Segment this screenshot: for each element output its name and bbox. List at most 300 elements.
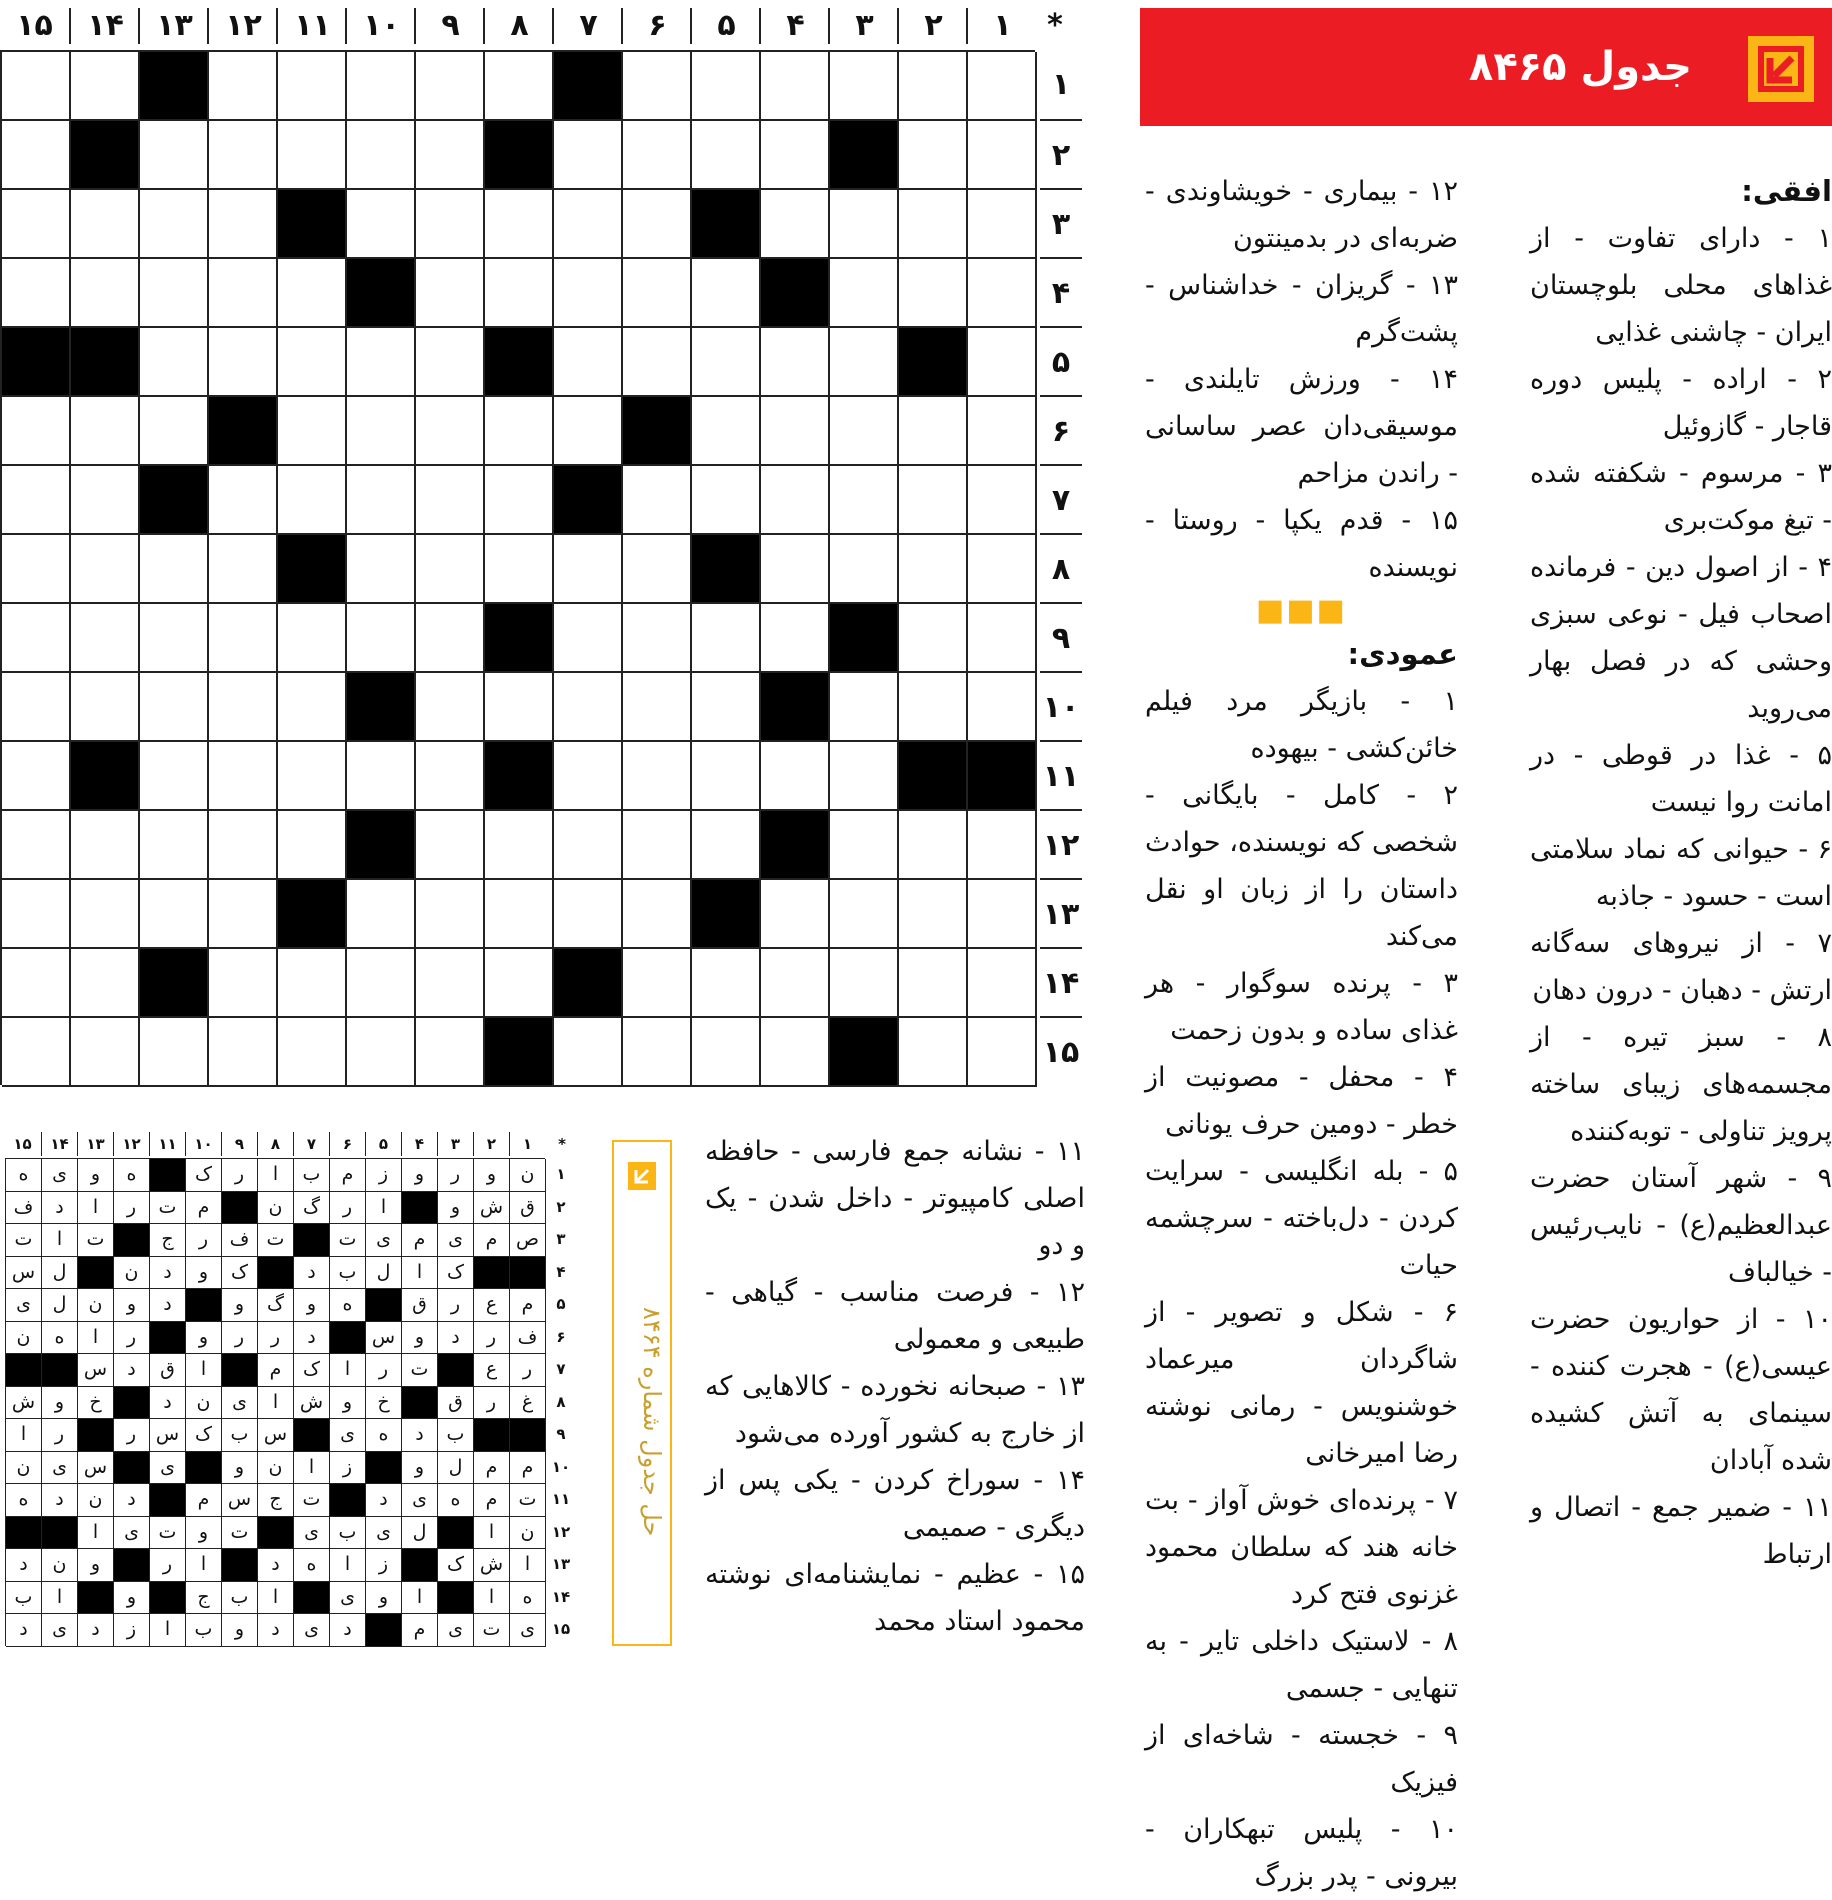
solution-cell: س xyxy=(78,1354,114,1387)
grid-cell[interactable] xyxy=(968,121,1037,190)
black-cell xyxy=(140,466,209,535)
solution-cell: ی xyxy=(402,1484,438,1517)
grid-cell[interactable] xyxy=(140,328,209,397)
grid-cell[interactable] xyxy=(623,880,692,949)
grid-cell[interactable] xyxy=(761,328,830,397)
grid-cell[interactable] xyxy=(71,259,140,328)
grid-cell[interactable] xyxy=(623,742,692,811)
solution-cell: ت xyxy=(6,1224,42,1257)
solution-cell: س xyxy=(258,1419,294,1452)
grid-cell[interactable] xyxy=(899,949,968,1018)
grid-cell[interactable] xyxy=(899,52,968,121)
grid-cell[interactable] xyxy=(554,673,623,742)
black-cell xyxy=(692,535,761,604)
solution-cell: و xyxy=(222,1452,258,1485)
grid-cell[interactable] xyxy=(692,811,761,880)
grid-cell[interactable] xyxy=(278,1018,347,1087)
grid-cell[interactable] xyxy=(554,811,623,880)
solution-column-number: ۸ xyxy=(257,1132,293,1156)
grid-cell[interactable] xyxy=(968,397,1037,466)
grid-cell[interactable] xyxy=(278,949,347,1018)
solution-cell: ر xyxy=(114,1322,150,1355)
solution-black-cell xyxy=(474,1419,510,1452)
grid-cell[interactable] xyxy=(623,535,692,604)
row-number: ۱ xyxy=(1051,67,1071,102)
grid-cell[interactable] xyxy=(209,880,278,949)
solution-cell: ل xyxy=(42,1257,78,1290)
grid-cell[interactable] xyxy=(761,742,830,811)
grid-cell[interactable] xyxy=(899,121,968,190)
grid-cell[interactable] xyxy=(209,190,278,259)
solution-row-number: ۲ xyxy=(556,1197,566,1216)
row-number: ۱۰ xyxy=(1040,671,1082,742)
grid-cell[interactable] xyxy=(347,535,416,604)
clue-item: ۵ - بله انگلیسی - سرایت کردن - دل‌باخته - سرچشمه حیات xyxy=(1145,1156,1458,1281)
grid-cell[interactable] xyxy=(209,742,278,811)
solution-cell: ا xyxy=(6,1419,42,1452)
grid-cell[interactable] xyxy=(761,466,830,535)
grid-cell[interactable] xyxy=(968,604,1037,673)
column-number: ۵ xyxy=(690,8,761,44)
grid-cell[interactable] xyxy=(140,397,209,466)
solution-row-number: ۹ xyxy=(556,1425,566,1443)
black-cell xyxy=(968,742,1037,811)
grid-cell[interactable] xyxy=(485,397,554,466)
grid-cell[interactable] xyxy=(416,949,485,1018)
grid-cell[interactable] xyxy=(623,1018,692,1087)
grid-cell[interactable] xyxy=(2,742,71,811)
grid-cell[interactable] xyxy=(140,742,209,811)
grid-cell[interactable] xyxy=(761,397,830,466)
grid-cell[interactable] xyxy=(968,52,1037,121)
grid-cell[interactable] xyxy=(278,259,347,328)
solution-column-number: ۹ xyxy=(221,1132,257,1156)
grid-cell[interactable] xyxy=(140,811,209,880)
grid-cell[interactable] xyxy=(623,121,692,190)
grid-cell[interactable] xyxy=(899,190,968,259)
grid-cell[interactable] xyxy=(554,190,623,259)
solution-cell: ر xyxy=(150,1549,186,1582)
grid-cell[interactable] xyxy=(485,949,554,1018)
grid-cell[interactable] xyxy=(416,811,485,880)
grid-cell[interactable] xyxy=(2,190,71,259)
grid-cell[interactable] xyxy=(830,328,899,397)
grid-cell[interactable] xyxy=(623,811,692,880)
column-number: ۱ xyxy=(966,8,1037,44)
solution-cell: م xyxy=(474,1484,510,1517)
row-number-header xyxy=(1040,50,1082,1085)
grid-cell[interactable] xyxy=(347,121,416,190)
solution-cell: ت xyxy=(402,1354,438,1387)
solution-black-cell xyxy=(6,1517,42,1550)
grid-cell[interactable] xyxy=(623,52,692,121)
grid-cell[interactable] xyxy=(140,121,209,190)
grid-cell[interactable] xyxy=(2,604,71,673)
grid-cell[interactable] xyxy=(278,811,347,880)
grid-cell[interactable] xyxy=(692,121,761,190)
clue-item: ۱۱ - ضمیر جمع - اتصال و ارتباط xyxy=(1530,1492,1832,1570)
grid-cell[interactable] xyxy=(485,811,554,880)
solution-black-cell xyxy=(294,1419,330,1452)
solution-cell: ا xyxy=(258,1582,294,1615)
grid-cell[interactable] xyxy=(71,673,140,742)
grid-cell[interactable] xyxy=(71,880,140,949)
grid-cell[interactable] xyxy=(71,811,140,880)
grid-cell[interactable] xyxy=(761,121,830,190)
black-cell xyxy=(830,604,899,673)
solution-cell: د xyxy=(258,1549,294,1582)
grid-cell[interactable] xyxy=(830,535,899,604)
grid-cell[interactable] xyxy=(347,949,416,1018)
grid-cell[interactable] xyxy=(554,259,623,328)
grid-cell[interactable] xyxy=(968,1018,1037,1087)
clue-item: ۲ - اراده - پلیس دوره قاجار - گازوئیل xyxy=(1530,364,1832,442)
solution-column-number: ۴ xyxy=(401,1132,437,1156)
grid-cell[interactable] xyxy=(209,328,278,397)
grid-cell[interactable] xyxy=(347,52,416,121)
solution-cell: ک xyxy=(438,1549,474,1582)
vertical-clue-list xyxy=(1145,678,1458,1900)
grid-cell[interactable] xyxy=(485,880,554,949)
solution-row-number: ۱۳ xyxy=(551,1555,571,1573)
grid-cell[interactable] xyxy=(692,259,761,328)
clue-item: ۹ - شهر آستان حضرت عبدالعظیم(ع) - نایب‌رئیس - خیالباف xyxy=(1530,1163,1832,1288)
grid-cell[interactable] xyxy=(209,259,278,328)
grid-cell[interactable] xyxy=(140,880,209,949)
solution-row-number: ۷ xyxy=(556,1360,566,1378)
grid-cell[interactable] xyxy=(623,949,692,1018)
horizontal-clue-list xyxy=(1530,215,1832,1578)
grid-cell[interactable] xyxy=(692,742,761,811)
solution-black-cell xyxy=(114,1224,150,1257)
grid-cell[interactable] xyxy=(209,604,278,673)
grid-cell[interactable] xyxy=(968,949,1037,1018)
grid-cell[interactable] xyxy=(71,949,140,1018)
solution-cell: ف xyxy=(6,1192,42,1225)
grid-cell[interactable] xyxy=(830,949,899,1018)
grid-cell[interactable] xyxy=(209,1018,278,1087)
grid-cell[interactable] xyxy=(278,604,347,673)
grid-cell[interactable] xyxy=(278,397,347,466)
grid-cell[interactable] xyxy=(209,52,278,121)
grid-cell[interactable] xyxy=(692,949,761,1018)
grid-cell[interactable] xyxy=(968,811,1037,880)
solution-cell: و xyxy=(114,1582,150,1615)
grid-cell[interactable] xyxy=(347,880,416,949)
grid-cell[interactable] xyxy=(554,397,623,466)
row-number: ۴ xyxy=(1040,257,1082,328)
grid-cell[interactable] xyxy=(899,604,968,673)
black-cell xyxy=(554,52,623,121)
solution-row-number: ۱۲ xyxy=(551,1522,571,1541)
grid-cell[interactable] xyxy=(968,880,1037,949)
grid-cell[interactable] xyxy=(968,466,1037,535)
grid-cell[interactable] xyxy=(2,466,71,535)
grid-cell[interactable] xyxy=(485,190,554,259)
grid-cell[interactable] xyxy=(416,190,485,259)
grid-cell[interactable] xyxy=(830,190,899,259)
grid-cell[interactable] xyxy=(692,397,761,466)
grid-cell[interactable] xyxy=(278,52,347,121)
grid-cell[interactable] xyxy=(209,949,278,1018)
grid-cell[interactable] xyxy=(140,259,209,328)
grid-cell[interactable] xyxy=(347,397,416,466)
grid-cell[interactable] xyxy=(899,1018,968,1087)
grid-cell[interactable] xyxy=(2,121,71,190)
grid-cell[interactable] xyxy=(623,259,692,328)
solution-cell: د xyxy=(42,1192,78,1225)
grid-cell[interactable] xyxy=(2,811,71,880)
grid-cell[interactable] xyxy=(71,1018,140,1087)
clue-item: ۶ - حیوانی که نماد سلامتی است - حسود - جاذبه xyxy=(1530,834,1832,912)
solution-cell: ی xyxy=(6,1289,42,1322)
solution-cell: و xyxy=(222,1289,258,1322)
grid-cell[interactable] xyxy=(830,742,899,811)
grid-cell[interactable] xyxy=(278,328,347,397)
solution-cell: ا xyxy=(474,1582,510,1615)
grid-cell[interactable] xyxy=(554,604,623,673)
black-cell xyxy=(485,742,554,811)
vertical-clues-title: عمودی: xyxy=(1347,637,1458,671)
grid-cell[interactable] xyxy=(140,535,209,604)
grid-cell[interactable] xyxy=(2,397,71,466)
grid-cell[interactable] xyxy=(830,673,899,742)
black-cell xyxy=(899,742,968,811)
grid-cell[interactable] xyxy=(2,673,71,742)
solution-black-cell xyxy=(114,1387,150,1420)
grid-cell[interactable] xyxy=(830,466,899,535)
solution-black-cell xyxy=(222,1192,258,1225)
solution-cell: ا xyxy=(402,1257,438,1290)
black-cell xyxy=(278,880,347,949)
solution-cell: س xyxy=(78,1452,114,1485)
grid-cell[interactable] xyxy=(968,673,1037,742)
solution-cell: ا xyxy=(150,1614,186,1647)
grid-cell[interactable] xyxy=(485,535,554,604)
grid-cell[interactable] xyxy=(209,811,278,880)
grid-cell[interactable] xyxy=(899,535,968,604)
solution-cell: ت xyxy=(222,1517,258,1550)
grid-cell[interactable] xyxy=(347,190,416,259)
grid-cell[interactable] xyxy=(416,466,485,535)
grid-cell[interactable] xyxy=(623,604,692,673)
grid-cell[interactable] xyxy=(968,190,1037,259)
grid-cell[interactable] xyxy=(899,880,968,949)
row-number: ۱۲ xyxy=(1040,809,1082,880)
clue-item: ۷ - از نیروهای سه‌گانه ارتش - دهبان - درون دهان xyxy=(1530,928,1832,1006)
grid-cell[interactable] xyxy=(899,466,968,535)
black-cell xyxy=(278,535,347,604)
clue-item: ۹ - خجسته - شاخه‌ای از فیزیک xyxy=(1145,1720,1458,1798)
grid-cell[interactable] xyxy=(899,811,968,880)
grid-cell[interactable] xyxy=(2,1018,71,1087)
solution-cell: ک xyxy=(294,1354,330,1387)
grid-cell[interactable] xyxy=(968,259,1037,328)
grid-cell[interactable] xyxy=(140,604,209,673)
black-cell xyxy=(71,742,140,811)
grid-cell[interactable] xyxy=(692,52,761,121)
grid-cell[interactable] xyxy=(761,1018,830,1087)
grid-cell[interactable] xyxy=(209,673,278,742)
column-number: ۳ xyxy=(828,8,899,44)
grid-cell[interactable] xyxy=(416,259,485,328)
grid-cell[interactable] xyxy=(140,1018,209,1087)
grid-cell[interactable] xyxy=(485,259,554,328)
solution-cell: ر xyxy=(114,1419,150,1452)
grid-cell[interactable] xyxy=(485,673,554,742)
solution-cell: و xyxy=(294,1289,330,1322)
grid-cell[interactable] xyxy=(692,1018,761,1087)
grid-cell[interactable] xyxy=(2,259,71,328)
grid-cell[interactable] xyxy=(485,466,554,535)
grid-cell[interactable] xyxy=(140,673,209,742)
solution-cell: و xyxy=(402,1322,438,1355)
grid-cell[interactable] xyxy=(692,466,761,535)
grid-cell[interactable] xyxy=(761,190,830,259)
grid-cell[interactable] xyxy=(71,52,140,121)
grid-cell[interactable] xyxy=(623,466,692,535)
grid-cell[interactable] xyxy=(140,190,209,259)
grid-cell[interactable] xyxy=(830,397,899,466)
vertical-clue-list-continued xyxy=(705,1128,1085,1645)
solution-cell: ب xyxy=(330,1517,366,1550)
grid-cell[interactable] xyxy=(899,259,968,328)
grid-cell[interactable] xyxy=(347,328,416,397)
grid-cell[interactable] xyxy=(692,328,761,397)
grid-cell[interactable] xyxy=(71,535,140,604)
column-number: ۸ xyxy=(483,8,554,44)
solution-cell: ت xyxy=(294,1484,330,1517)
column-number: ۱۰ xyxy=(345,8,416,44)
grid-cell[interactable] xyxy=(761,880,830,949)
grid-cell[interactable] xyxy=(968,328,1037,397)
grid-cell[interactable] xyxy=(416,328,485,397)
grid-cell[interactable] xyxy=(71,397,140,466)
grid-cell[interactable] xyxy=(761,535,830,604)
black-cell xyxy=(71,121,140,190)
solution-cell: د xyxy=(330,1614,366,1647)
grid-cell[interactable] xyxy=(347,604,416,673)
grid-cell[interactable] xyxy=(416,52,485,121)
grid-cell[interactable] xyxy=(692,673,761,742)
grid-cell[interactable] xyxy=(209,466,278,535)
grid-cell[interactable] xyxy=(278,466,347,535)
grid-cell[interactable] xyxy=(2,52,71,121)
grid-cell[interactable] xyxy=(554,121,623,190)
solution-cell: ب xyxy=(6,1582,42,1615)
grid-cell[interactable] xyxy=(554,328,623,397)
grid-cell[interactable] xyxy=(968,535,1037,604)
grid-cell[interactable] xyxy=(623,328,692,397)
solution-cell: ز xyxy=(114,1614,150,1647)
horizontal-clues-title: افقی: xyxy=(1741,174,1832,208)
solution-cell: س xyxy=(6,1257,42,1290)
grid-cell[interactable] xyxy=(71,604,140,673)
solution-cell: د xyxy=(402,1419,438,1452)
solution-cell: ع xyxy=(474,1354,510,1387)
clue-item: ۳ - پرنده سوگوار - هر غذای ساده و بدون زحمت xyxy=(1145,968,1458,1046)
grid-cell[interactable] xyxy=(416,535,485,604)
solution-row-number: ۱۰ xyxy=(551,1457,571,1476)
grid-cell[interactable] xyxy=(416,1018,485,1087)
grid-cell[interactable] xyxy=(71,466,140,535)
grid-cell[interactable] xyxy=(416,742,485,811)
grid-cell[interactable] xyxy=(2,535,71,604)
solution-cell: ر xyxy=(474,1322,510,1355)
clue-item: ۱۰ - پلیس تبهکاران - بیرونی - پدر بزرگ xyxy=(1145,1814,1458,1892)
grid-cell[interactable] xyxy=(554,880,623,949)
grid-cell[interactable] xyxy=(209,121,278,190)
grid-cell[interactable] xyxy=(899,673,968,742)
grid-cell[interactable] xyxy=(761,604,830,673)
grid-cell[interactable] xyxy=(830,259,899,328)
black-cell xyxy=(140,52,209,121)
grid-cell[interactable] xyxy=(554,742,623,811)
grid-cell[interactable] xyxy=(347,742,416,811)
grid-cell[interactable] xyxy=(416,121,485,190)
grid-cell[interactable] xyxy=(899,397,968,466)
grid-cell[interactable] xyxy=(2,880,71,949)
row-number: ۸ xyxy=(1040,533,1082,604)
grid-cell[interactable] xyxy=(830,880,899,949)
grid-cell[interactable] xyxy=(416,604,485,673)
grid-cell[interactable] xyxy=(623,673,692,742)
clue-item: ۱۱ - نشانه جمع فارسی - حافظه اصلی کامپیوتر - داخل شدن - یک و دو xyxy=(705,1136,1085,1261)
grid-cell[interactable] xyxy=(554,1018,623,1087)
solution-cell: ه xyxy=(42,1322,78,1355)
solution-cell: ا xyxy=(186,1354,222,1387)
grid-cell[interactable] xyxy=(416,880,485,949)
grid-cell[interactable] xyxy=(692,604,761,673)
grid-cell[interactable] xyxy=(278,121,347,190)
grid-cell[interactable] xyxy=(830,52,899,121)
solution-cell: ی xyxy=(294,1614,330,1647)
solution-cell: ا xyxy=(258,1387,294,1420)
grid-cell[interactable] xyxy=(347,466,416,535)
grid-cell[interactable] xyxy=(485,52,554,121)
grid-cell[interactable] xyxy=(761,52,830,121)
solution-cell: و xyxy=(186,1322,222,1355)
solution-column-number: ۱۲ xyxy=(113,1132,149,1156)
solution-black-cell xyxy=(366,1614,402,1647)
solution-cell: س xyxy=(366,1322,402,1355)
solution-cell: ا xyxy=(294,1452,330,1485)
grid-cell[interactable] xyxy=(278,742,347,811)
solution-cell: ش xyxy=(6,1387,42,1420)
solution-cell: و xyxy=(474,1159,510,1192)
solution-row-number: ۳ xyxy=(556,1230,566,1248)
solution-row-number: ۱۴ xyxy=(551,1587,571,1606)
solution-cell: ک xyxy=(186,1419,222,1452)
grid-cell[interactable] xyxy=(278,673,347,742)
solution-cell: ی xyxy=(222,1387,258,1420)
section-separator: ■■■ xyxy=(1255,593,1348,628)
grid-cell[interactable] xyxy=(71,190,140,259)
solution-black-cell xyxy=(42,1517,78,1550)
grid-cell[interactable] xyxy=(761,949,830,1018)
solution-cell: ی xyxy=(42,1452,78,1485)
clue-item: ۱۴ - سوراخ کردن - یکی پس از دیگری - صمیمی xyxy=(705,1465,1085,1543)
grid-cell[interactable] xyxy=(209,535,278,604)
grid-cell[interactable] xyxy=(347,1018,416,1087)
grid-cell[interactable] xyxy=(416,673,485,742)
grid-cell[interactable] xyxy=(623,190,692,259)
grid-cell[interactable] xyxy=(554,535,623,604)
solution-cell: ا xyxy=(186,1549,222,1582)
grid-cell[interactable] xyxy=(416,397,485,466)
grid-cell[interactable] xyxy=(2,949,71,1018)
grid-cell[interactable] xyxy=(830,811,899,880)
